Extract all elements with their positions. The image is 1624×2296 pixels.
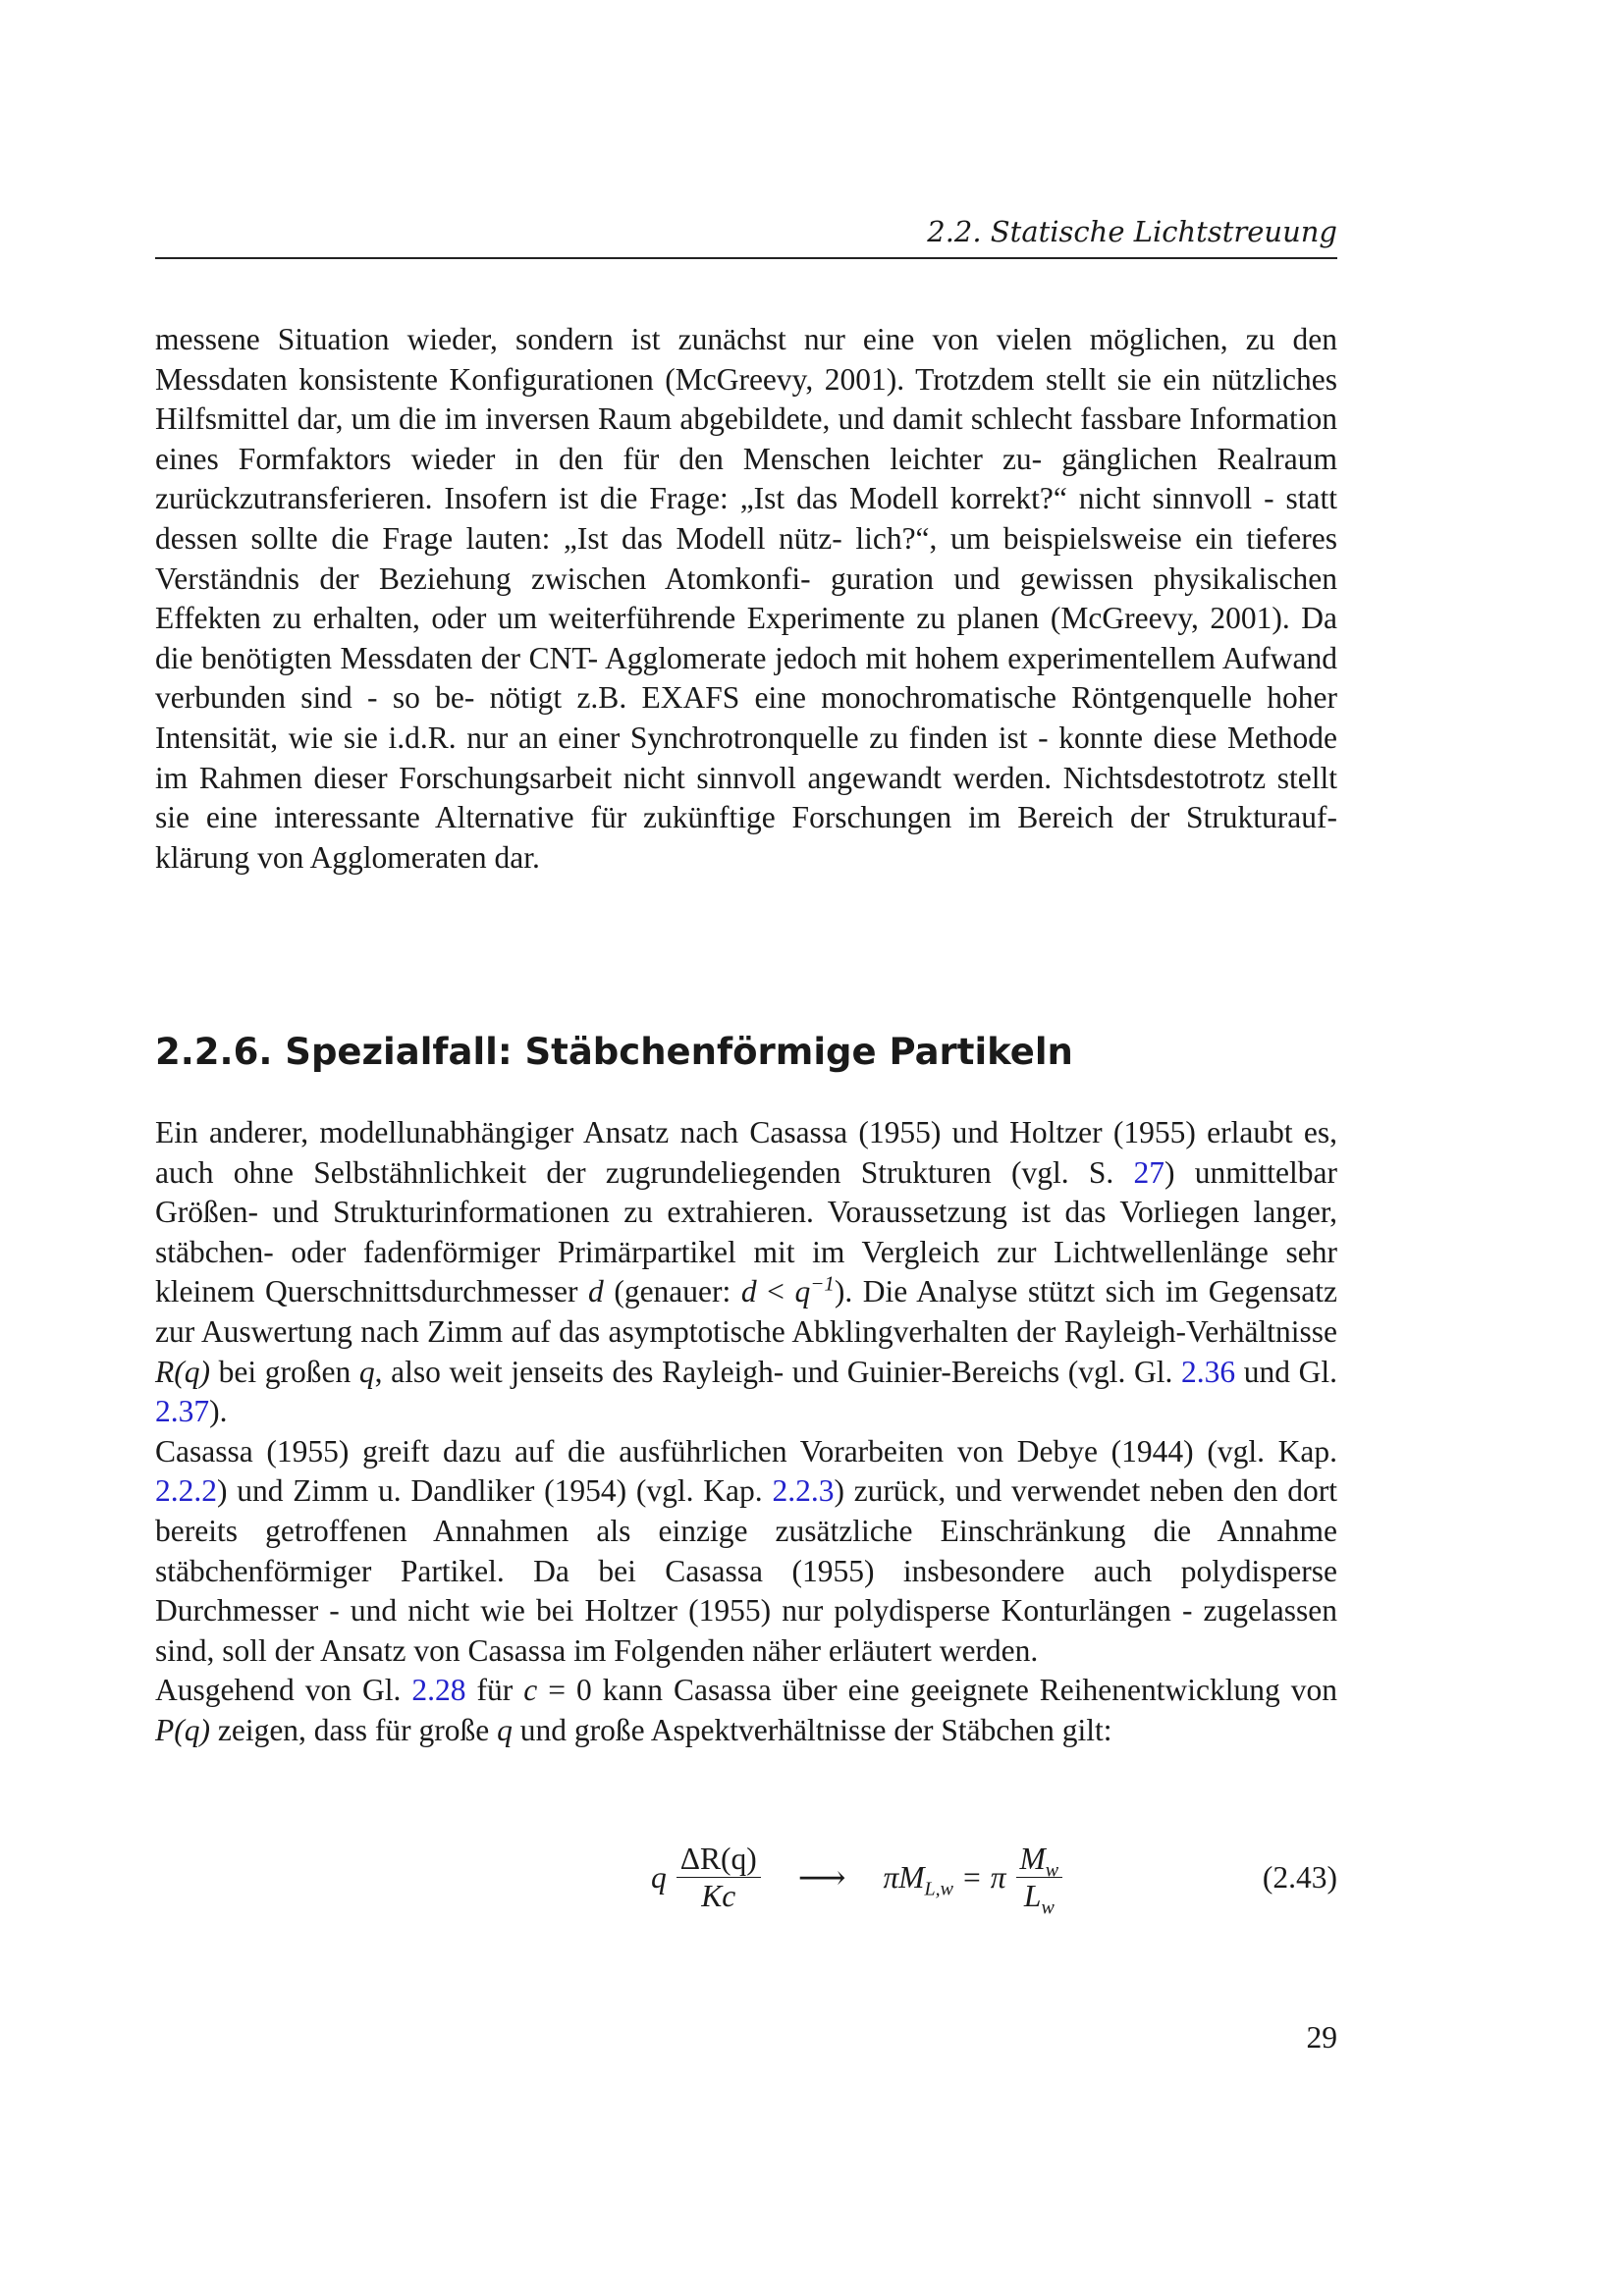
paragraph-2 [155, 1432, 1337, 1672]
running-header-title: 2.2. Statische Lichtstreuung [927, 215, 1337, 248]
para1-text: ) unmittelbar Größen- und Strukturinformationen zu extrahieren. Voraussetzung ist das Vorliegen langer, stäbchen- oder fadenförmiger Primärpartikel mit im Vergleich zur Lichtwellenlänge sehr kleinem Querschnittsdurchmesser [155, 1154, 1337, 1309]
text-line: Experimente zu planen (McGreevy, 2001). Da die benötigten Messdaten der CNT- [155, 601, 1338, 675]
para2-text: ) und Zimm u. Dandliker (1954) (vgl. Kap. [217, 1473, 773, 1509]
math-var-q: q [358, 1354, 375, 1389]
math-var-d: d [740, 1274, 757, 1309]
eq-Mw: M [1019, 1841, 1046, 1876]
eq-M-subscript: L,w [924, 1878, 953, 1900]
equation-body [651, 1834, 1062, 1922]
math-var-q: q [497, 1712, 513, 1747]
math-var-q: q [794, 1274, 811, 1309]
para2-text: Casassa (1955) greift dazu auf die ausführlichen Vorarbeiten von Debye (1944) (vgl. Kap. [155, 1433, 1337, 1468]
math-less-than: < [756, 1274, 795, 1309]
paragraph-3 [155, 1671, 1337, 1750]
text-line: lich?“, um beispielsweise ein tieferes Verständnis der Beziehung zwischen Atomkonfi- [155, 520, 1337, 596]
eq-equals: = [963, 1860, 981, 1895]
section-heading [155, 1031, 1337, 1074]
section-title: Spezialfall: Stäbchenförmige Partikeln [285, 1031, 1073, 1073]
para3-text: zeigen, dass für große [209, 1712, 498, 1747]
para1-text: (genauer: [603, 1274, 741, 1309]
section-number: 2.2.6. [155, 1031, 273, 1073]
eq-Lw: L [1023, 1878, 1042, 1913]
math-var-d: d [588, 1274, 604, 1309]
text-line: messene Situation wieder, sondern ist zunächst nur eine von vielen möglichen, zu den [155, 322, 1337, 356]
eq-fraction-rhs [1016, 1841, 1063, 1918]
equation-ref-link[interactable]: 2.28 [411, 1673, 466, 1708]
equation-number: (2.43) [1262, 1860, 1337, 1895]
para3-text: Ausgehend von Gl. [155, 1673, 412, 1708]
text-line: nötigt z.B. EXAFS eine monochromatische Röntgenquelle hoher Intensität, wie sie [155, 680, 1337, 755]
eq-rhs-pi-M [883, 1860, 954, 1900]
math-var-c: c [523, 1673, 538, 1708]
paragraph-1 [155, 1113, 1337, 1432]
text-line: Messdaten konsistente Konfigurationen (McGreevy, 2001). Trotzdem stellt sie ein [155, 361, 1201, 397]
text-line: i.d.R. nur an einer Synchrotronquelle zu finden ist - konnte diese Methode im Rahmen [155, 720, 1337, 795]
continued-paragraph [155, 320, 1337, 878]
eq-lhs-q: q [651, 1860, 667, 1895]
eq-numerator [677, 1842, 761, 1878]
eq-w-subscript: w [1045, 1858, 1059, 1881]
chapter-ref-link[interactable]: 2.2.3 [772, 1473, 835, 1509]
equation-ref-link[interactable]: 2.36 [1180, 1354, 1236, 1389]
text-line: korrekt?“ nicht sinnvoll - statt dessen sollte die Frage lauten: „Ist das Modell nütz- [155, 481, 1337, 556]
para3-text: für [465, 1673, 524, 1708]
continued-paragraph-text [155, 320, 1337, 878]
header-rule [155, 257, 1337, 259]
eq-denominator: Kc [701, 1878, 736, 1913]
math-Pq: P(q) [155, 1712, 210, 1747]
eq-pi: π [883, 1860, 899, 1895]
para3-text: und große Aspektverhältnisse der Stäbchen gilt: [512, 1712, 1112, 1747]
para3-text: = 0 kann Casassa über eine geeignete Reihenentwicklung von [537, 1673, 1337, 1708]
text-line: klärung von Agglomeraten dar. [155, 839, 540, 875]
page-ref-link[interactable]: 27 [1133, 1154, 1165, 1190]
text-line: gänglichen Realraum zurückzutransferieren. Insofern ist die Frage: „Ist das Modell [155, 441, 1337, 516]
eq-pi: π [990, 1860, 1006, 1895]
para1-text: ). [209, 1394, 228, 1429]
section-body [155, 1113, 1337, 1751]
para1-text: ). Die Analyse stützt sich im Gegensatz zur Auswertung nach Zimm auf das asymptotische Abklingverhalten der Rayleigh-Verhältnisse [155, 1274, 1337, 1349]
page-number: 29 [1306, 2020, 1337, 2055]
para1-text: bei großen [209, 1354, 359, 1389]
text-line: Agglomerate jedoch mit hohem experimentellem Aufwand verbunden sind - so be- [155, 640, 1337, 716]
text-line: eine interessante Alternative für zukünftige Forschungen im Bereich der Strukturauf- [205, 800, 1338, 835]
chapter-ref-link[interactable]: 2.2.2 [155, 1473, 217, 1509]
eq-fraction-lhs [677, 1842, 761, 1915]
para1-text: , also weit jenseits des Rayleigh- und Guinier-Bereichs (vgl. Gl. [374, 1354, 1181, 1389]
para2-text: ) zurück, und verwendet neben den dort bereits getroffenen Annahmen als einzige zusätzliche Einschränkung die Annahme stäbchenförmiger Partikel. Da bei Casassa (1955) insbesondere auch polydisperse Durchmesser - und nicht wie bei Holtzer (1955) nur polydisperse Konturlängen - zugelassen sind, soll der Ansatz von Casassa im Folgenden näher erläutert werden. [155, 1473, 1338, 1668]
eq-numerator [1016, 1841, 1063, 1881]
para1-text: und Gl. [1235, 1354, 1337, 1389]
math-Rq: R(q) [155, 1354, 210, 1389]
equation-ref-link[interactable]: 2.37 [155, 1394, 210, 1429]
eq-numerator-text: ΔR(q) [679, 1841, 757, 1876]
eq-w-subscript: w [1041, 1896, 1055, 1918]
eq-denominator [1020, 1878, 1058, 1918]
eq-M: M [898, 1860, 925, 1895]
para1-text: Ein anderer, modellunabhängiger Ansatz nach Casassa (1955) und Holtzer (1955) erlaubt es, auch ohne Selbstähnlichkeit der zugrundeliegenden Strukturen (vgl. S. [155, 1115, 1337, 1190]
math-exponent: −1 [810, 1271, 835, 1296]
eq-arrow: ⟶ [797, 1860, 846, 1896]
display-equation [155, 1834, 1337, 1922]
text-line: guration und gewissen physikalischen Effekten zu erhalten, oder um weiterführende [155, 561, 1338, 636]
text-line: nützliches Hilfsmittel dar, um die im inversen Raum abgebildete, und damit schlecht [155, 361, 1337, 437]
text-line: fassbare Information eines Formfaktors wieder in den für den Menschen leichter zu- [155, 401, 1338, 476]
text-line: dieser Forschungsarbeit nicht sinnvoll angewandt werden. Nichtsdestotrotz stellt sie [155, 760, 1338, 835]
